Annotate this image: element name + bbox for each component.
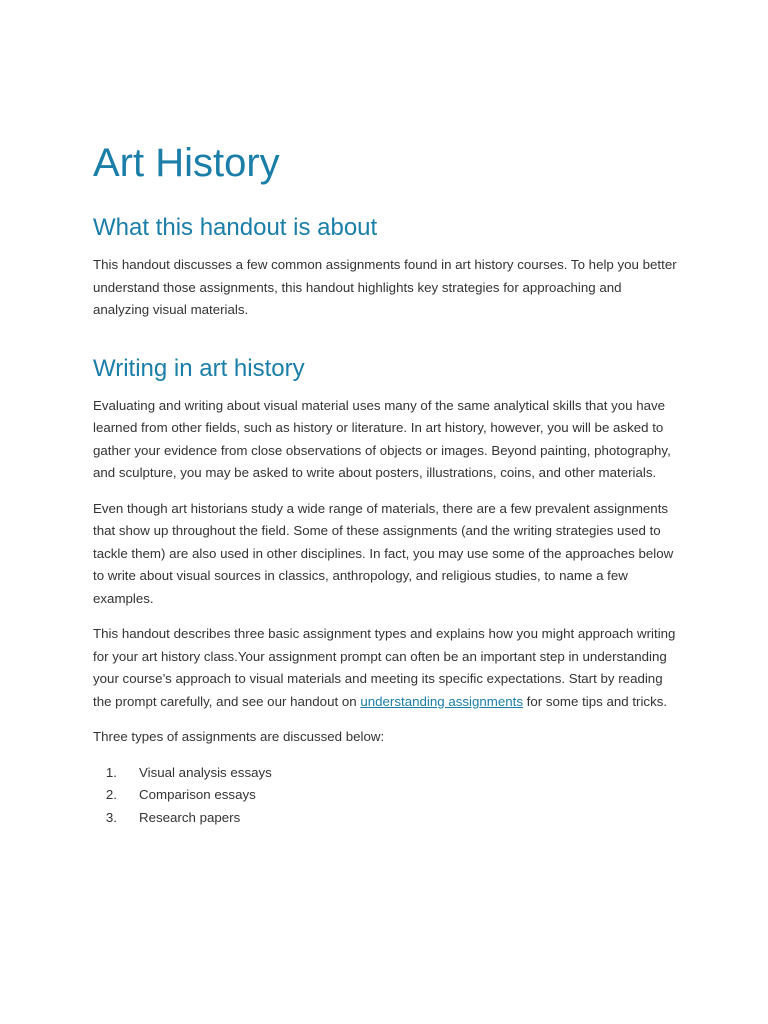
list-item	[93, 784, 678, 807]
list-item-label: Comparison essays	[139, 787, 256, 802]
paragraph-assignment-types	[93, 623, 678, 713]
paragraph-text-before-link: This handout describes three basic assignment types and explains how you might approach writing for your art history class.Your assignment prompt can often be an important step in understanding your course’s approach to visual materials and meeting its specific expectations. Start by reading the prompt carefully, and see our handout on	[93, 626, 676, 709]
list-intro: Three types of assignments are discussed below:	[93, 729, 385, 744]
list-item-number: 1.	[105, 764, 117, 780]
assignment-types-list	[93, 762, 678, 830]
list-item-number: 2.	[105, 787, 117, 802]
paragraph-prevalent-assignments: Even though art historians study a wide range of materials, there are a few prevalent assignments that show up throughout the field. Some of these assignments (and the writing strategies used to tackle them) are also used in other disciplines. In fact, you may use some of the approaches below to write about visual sources in classics, anthropology, and religious studies, to name a few examples.	[93, 500, 674, 606]
understanding-assignments-link[interactable]: understanding assignments	[360, 693, 523, 709]
list-item-number: 3.	[105, 809, 117, 825]
paragraph-evaluating: Evaluating and writing about visual material uses many of the same analytical skills that you have learned from other fields, such as history or literature. In art history, however, you will be asked to gather your evidence from close observations of objects or images. Beyond painting, photography, and sculpture, you may be asked to write about posters, illustrations, coins, and other materials.	[93, 397, 671, 480]
section-heading-about: What this handout is about	[93, 214, 378, 241]
list-item-label: Visual analysis essays	[139, 764, 272, 780]
document-title: Art History	[93, 141, 280, 185]
list-item	[93, 762, 678, 785]
section-heading-writing: Writing in art history	[93, 354, 305, 382]
paragraph-text-after-link: for some tips and tricks.	[522, 693, 668, 709]
document-page	[93, 136, 678, 829]
paragraph-about: This handout discusses a few common assignments found in art history courses. To help you better understand those assignments, this handout highlights key strategies for approaching and analyzing visual materials.	[93, 257, 677, 317]
list-item-label: Research papers	[139, 809, 241, 825]
list-item	[93, 807, 678, 830]
